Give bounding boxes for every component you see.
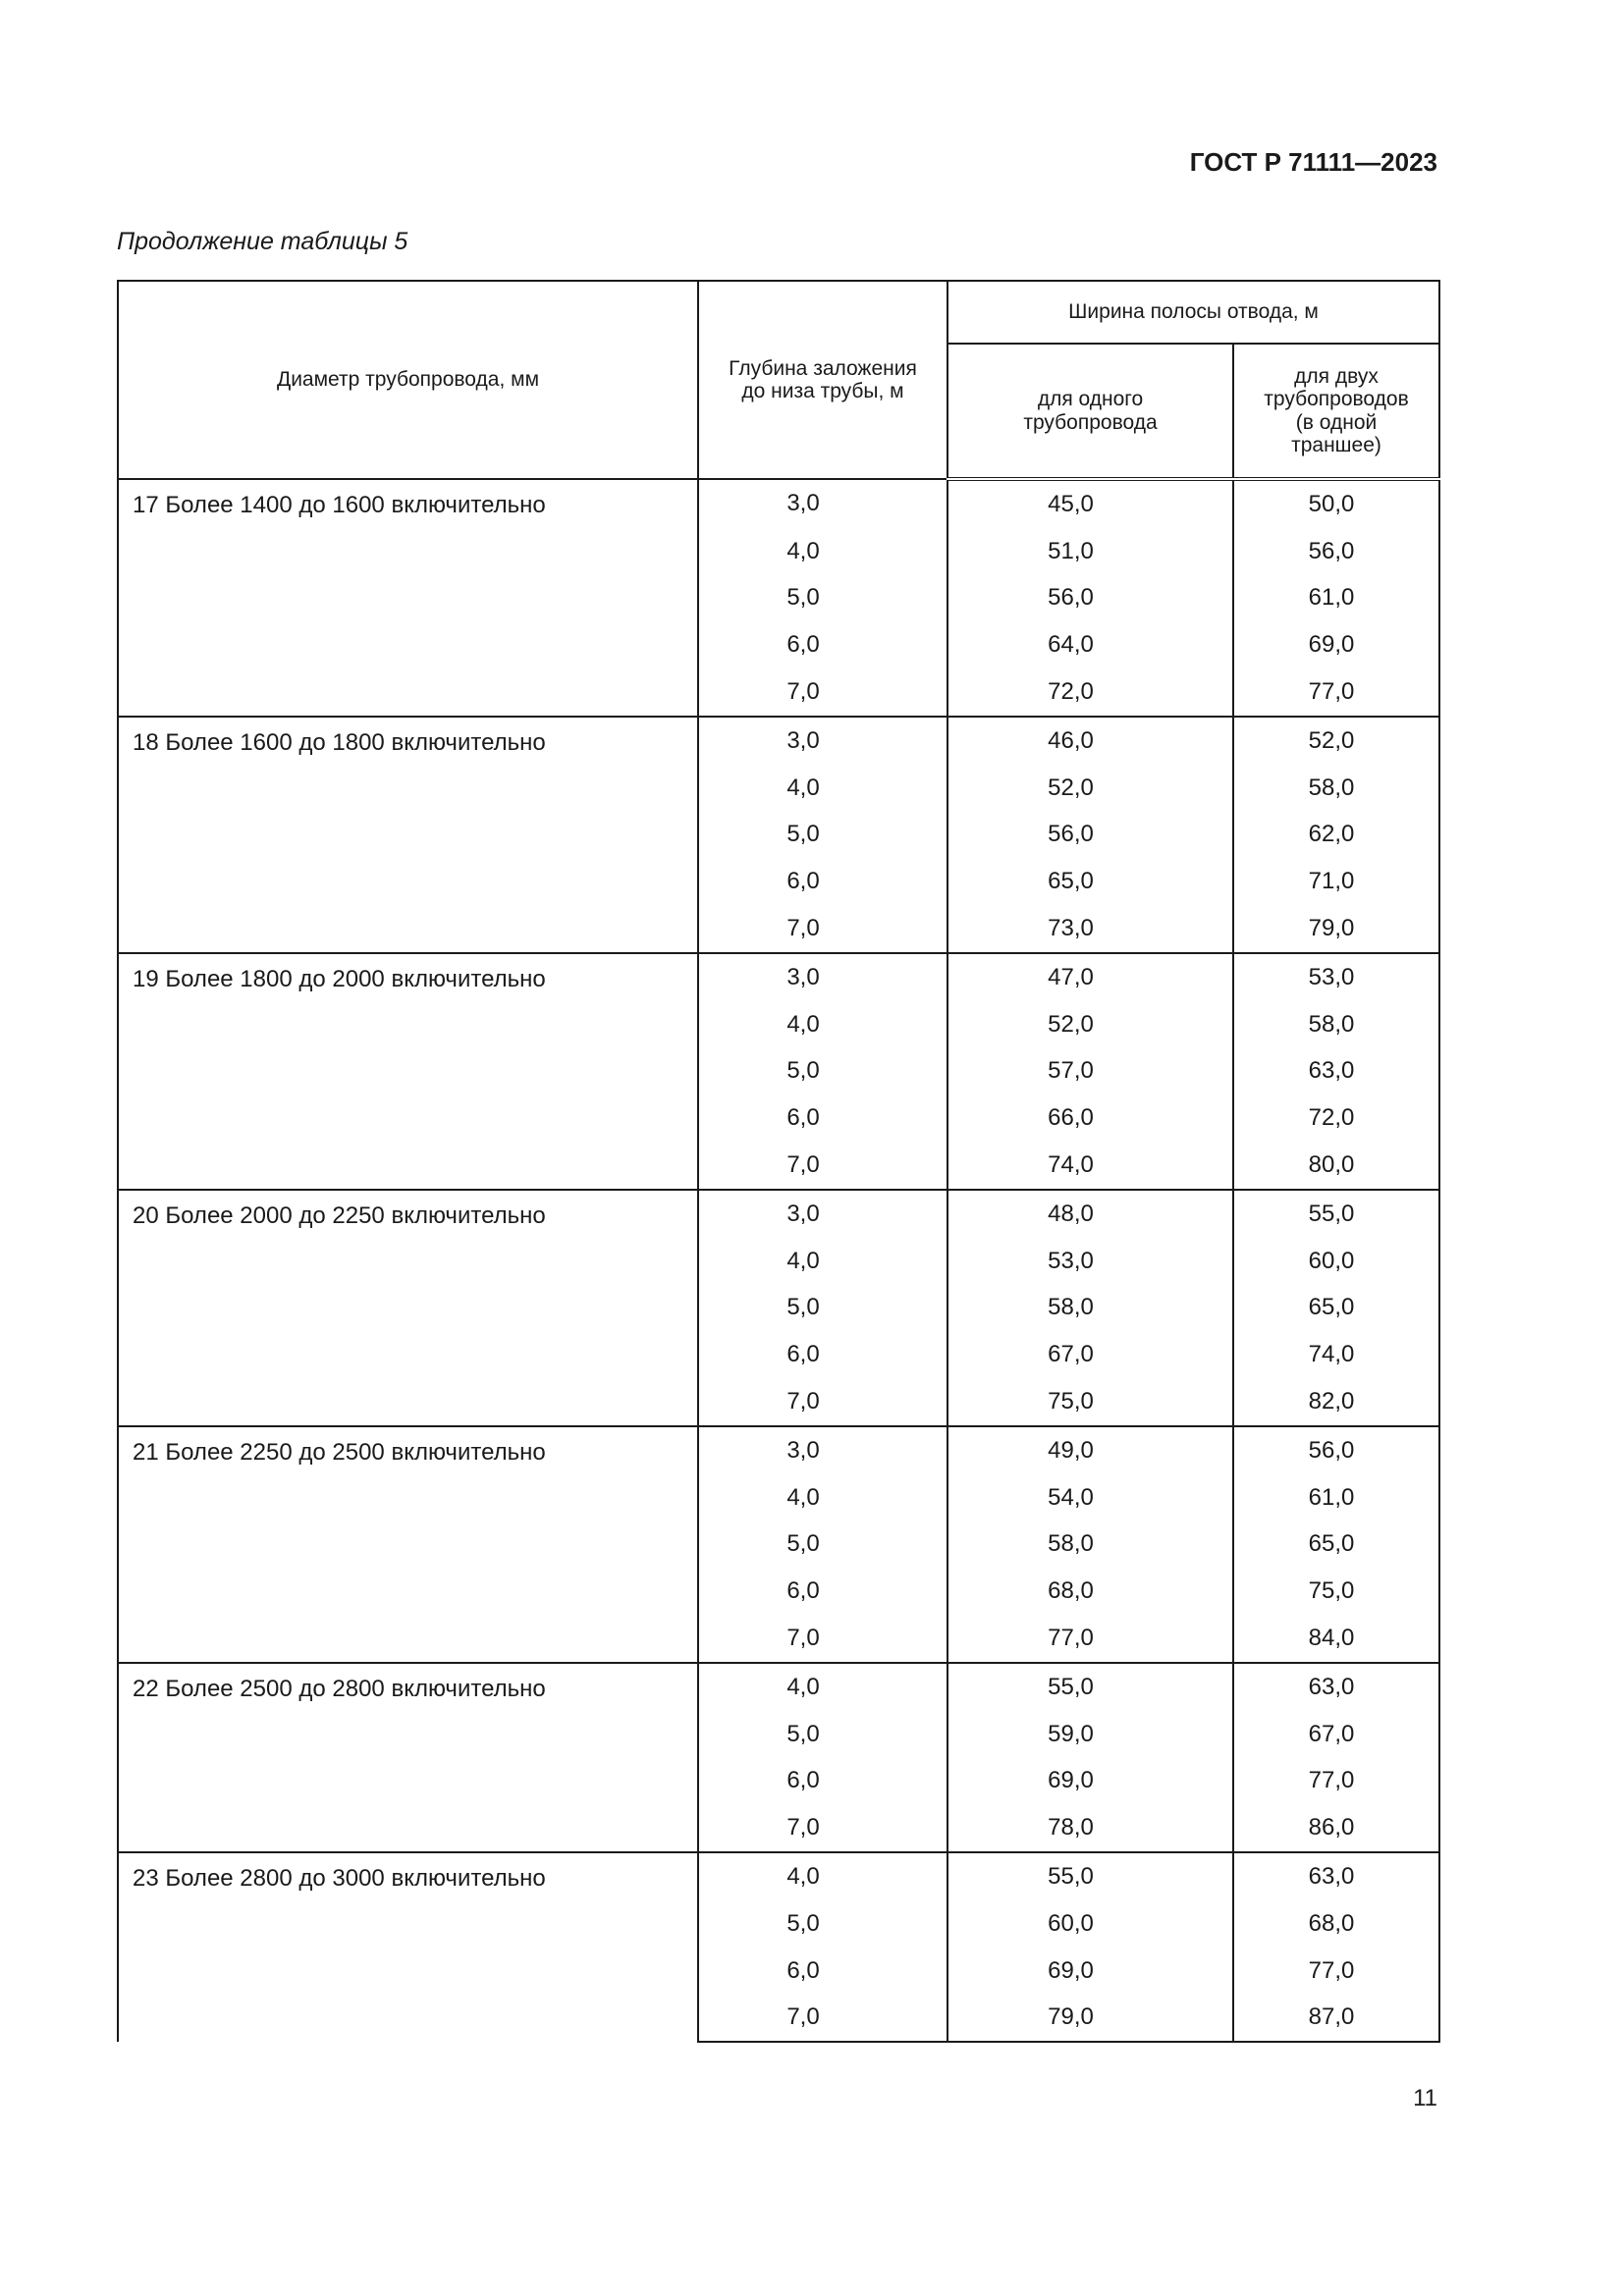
width-one-cell: 51,0: [947, 528, 1233, 575]
depth-cell: 6,0: [698, 1331, 947, 1378]
table-row: [118, 1190, 1439, 1238]
depth-cell: 5,0: [698, 1522, 947, 1569]
diameter-range-label: 22 Более 2500 до 2800 включительно: [118, 1663, 698, 1852]
width-two-cell: 63,0: [1233, 1663, 1439, 1711]
diameter-range-label: 17 Более 1400 до 1600 включительно: [118, 479, 698, 717]
table-row: [118, 1426, 1439, 1474]
width-one-cell: 59,0: [947, 1711, 1233, 1758]
width-two-cell: 52,0: [1233, 717, 1439, 765]
table-caption: Продолжение таблицы 5: [117, 228, 408, 255]
width-one-cell: 46,0: [947, 717, 1233, 765]
width-two-cell: 58,0: [1233, 1001, 1439, 1048]
width-two-cell: 84,0: [1233, 1615, 1439, 1663]
table-row: [118, 953, 1439, 1001]
depth-cell: 5,0: [698, 1048, 947, 1095]
width-one-cell: 66,0: [947, 1095, 1233, 1142]
width-two-cell: 63,0: [1233, 1048, 1439, 1095]
page-number: 11: [1413, 2085, 1437, 2111]
width-two-cell: 86,0: [1233, 1804, 1439, 1852]
width-two-cell: 65,0: [1233, 1522, 1439, 1569]
width-two-cell: 61,0: [1233, 1474, 1439, 1522]
depth-cell: 6,0: [698, 858, 947, 905]
table-header: [118, 281, 1439, 479]
table-row: [118, 1663, 1439, 1711]
depth-cell: 5,0: [698, 1285, 947, 1332]
width-two-cell: 63,0: [1233, 1852, 1439, 1900]
depth-cell: 5,0: [698, 575, 947, 622]
width-one-cell: 48,0: [947, 1190, 1233, 1238]
header-width-group: Ширина полосы отвода, м: [947, 281, 1439, 344]
width-one-cell: 56,0: [947, 812, 1233, 859]
width-two-cell: 79,0: [1233, 905, 1439, 953]
depth-cell: 3,0: [698, 717, 947, 765]
header-width-two: для двух трубопроводов (в одной траншее): [1233, 344, 1439, 479]
width-one-cell: 68,0: [947, 1568, 1233, 1615]
standard-code: ГОСТ Р 71111—2023: [1189, 147, 1437, 177]
width-two-cell: 68,0: [1233, 1900, 1439, 1948]
width-two-cell: 58,0: [1233, 765, 1439, 812]
width-one-cell: 57,0: [947, 1048, 1233, 1095]
depth-cell: 7,0: [698, 1804, 947, 1852]
depth-cell: 4,0: [698, 1663, 947, 1711]
width-two-cell: 56,0: [1233, 1426, 1439, 1474]
depth-cell: 6,0: [698, 1948, 947, 1995]
diameter-range-label: 18 Более 1600 до 1800 включительно: [118, 717, 698, 953]
width-one-cell: 55,0: [947, 1663, 1233, 1711]
width-two-cell: 62,0: [1233, 812, 1439, 859]
depth-cell: 3,0: [698, 479, 947, 528]
depth-cell: 6,0: [698, 1758, 947, 1805]
depth-cell: 4,0: [698, 1001, 947, 1048]
width-two-cell: 61,0: [1233, 575, 1439, 622]
width-two-cell: 77,0: [1233, 1758, 1439, 1805]
width-one-cell: 69,0: [947, 1948, 1233, 1995]
depth-cell: 5,0: [698, 1900, 947, 1948]
width-one-cell: 72,0: [947, 668, 1233, 717]
width-one-cell: 56,0: [947, 575, 1233, 622]
width-one-cell: 58,0: [947, 1285, 1233, 1332]
width-two-cell: 77,0: [1233, 1948, 1439, 1995]
depth-cell: 5,0: [698, 812, 947, 859]
width-one-cell: 79,0: [947, 1995, 1233, 2043]
width-one-cell: 78,0: [947, 1804, 1233, 1852]
depth-cell: 3,0: [698, 1190, 947, 1238]
right-of-way-table: [117, 280, 1440, 2043]
width-two-cell: 53,0: [1233, 953, 1439, 1001]
diameter-range-label: 20 Более 2000 до 2250 включительно: [118, 1190, 698, 1426]
depth-cell: 4,0: [698, 1474, 947, 1522]
width-one-cell: 55,0: [947, 1852, 1233, 1900]
width-two-cell: 69,0: [1233, 621, 1439, 668]
width-two-cell: 72,0: [1233, 1095, 1439, 1142]
width-one-cell: 60,0: [947, 1900, 1233, 1948]
width-two-cell: 56,0: [1233, 528, 1439, 575]
depth-cell: 7,0: [698, 1378, 947, 1426]
depth-cell: 6,0: [698, 1095, 947, 1142]
width-two-cell: 60,0: [1233, 1238, 1439, 1285]
width-one-cell: 75,0: [947, 1378, 1233, 1426]
width-one-cell: 54,0: [947, 1474, 1233, 1522]
width-one-cell: 74,0: [947, 1142, 1233, 1190]
width-one-cell: 49,0: [947, 1426, 1233, 1474]
width-one-cell: 73,0: [947, 905, 1233, 953]
depth-cell: 4,0: [698, 1852, 947, 1900]
width-one-cell: 65,0: [947, 858, 1233, 905]
width-two-cell: 87,0: [1233, 1995, 1439, 2043]
width-two-cell: 77,0: [1233, 668, 1439, 717]
width-one-cell: 58,0: [947, 1522, 1233, 1569]
header-diameter: Диаметр трубопровода, мм: [118, 281, 698, 479]
width-two-cell: 71,0: [1233, 858, 1439, 905]
width-two-cell: 75,0: [1233, 1568, 1439, 1615]
width-one-cell: 77,0: [947, 1615, 1233, 1663]
width-one-cell: 47,0: [947, 953, 1233, 1001]
depth-cell: 7,0: [698, 668, 947, 717]
depth-cell: 3,0: [698, 953, 947, 1001]
width-one-cell: 52,0: [947, 1001, 1233, 1048]
depth-cell: 7,0: [698, 905, 947, 953]
depth-cell: 6,0: [698, 1568, 947, 1615]
width-two-cell: 50,0: [1233, 479, 1439, 528]
depth-cell: 4,0: [698, 1238, 947, 1285]
width-two-cell: 74,0: [1233, 1331, 1439, 1378]
table-row: [118, 479, 1439, 528]
depth-cell: 4,0: [698, 765, 947, 812]
depth-cell: 4,0: [698, 528, 947, 575]
width-one-cell: 64,0: [947, 621, 1233, 668]
table-row: [118, 1852, 1439, 1900]
width-two-cell: 67,0: [1233, 1711, 1439, 1758]
depth-cell: 7,0: [698, 1615, 947, 1663]
width-two-cell: 65,0: [1233, 1285, 1439, 1332]
width-one-cell: 67,0: [947, 1331, 1233, 1378]
width-two-cell: 80,0: [1233, 1142, 1439, 1190]
table-body: [118, 479, 1439, 2042]
width-one-cell: 53,0: [947, 1238, 1233, 1285]
table-row: [118, 717, 1439, 765]
depth-cell: 6,0: [698, 621, 947, 668]
header-depth: Глубина заложения до низа трубы, м: [698, 281, 947, 479]
depth-cell: 7,0: [698, 1995, 947, 2043]
width-two-cell: 82,0: [1233, 1378, 1439, 1426]
diameter-range-label: 19 Более 1800 до 2000 включительно: [118, 953, 698, 1190]
width-one-cell: 52,0: [947, 765, 1233, 812]
diameter-range-label: 21 Более 2250 до 2500 включительно: [118, 1426, 698, 1663]
depth-cell: 5,0: [698, 1711, 947, 1758]
header-width-one: для одного трубопровода: [947, 344, 1233, 479]
width-two-cell: 55,0: [1233, 1190, 1439, 1238]
width-one-cell: 69,0: [947, 1758, 1233, 1805]
width-one-cell: 45,0: [947, 479, 1233, 528]
depth-cell: 7,0: [698, 1142, 947, 1190]
diameter-range-label: 23 Более 2800 до 3000 включительно: [118, 1852, 698, 2042]
depth-cell: 3,0: [698, 1426, 947, 1474]
